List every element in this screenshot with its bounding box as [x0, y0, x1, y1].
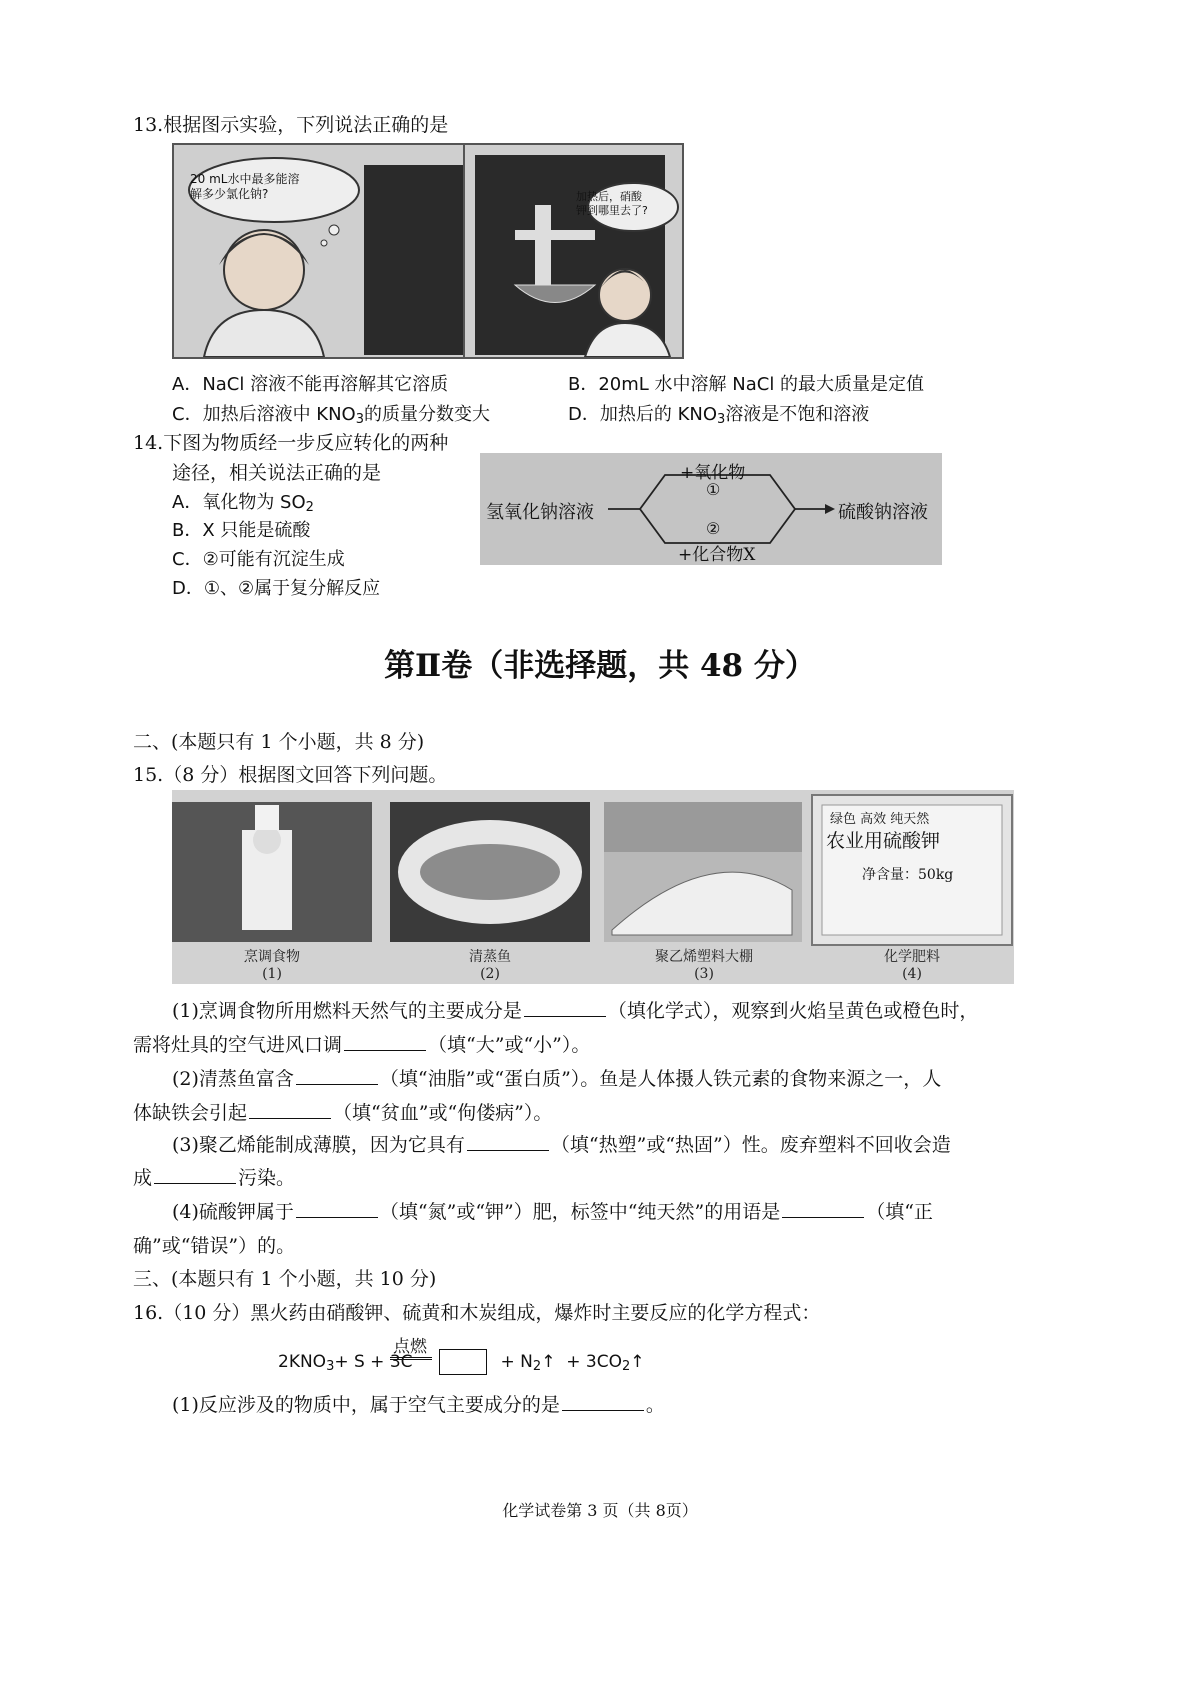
q14-stem-line1: 14.下图为物质经一步反应转化的两种 — [133, 432, 449, 454]
section2-header: 二、(本题只有 1 个小题，共 8 分) — [133, 731, 425, 753]
q13-option-b: B．20mL 水中溶解 NaCl 的最大质量是定值 — [568, 374, 925, 395]
q13-figure-right — [463, 143, 684, 359]
q14-option-a: A．氧化物为 $SO_2$ — [172, 492, 314, 515]
q15-1-line2: 需将灶具的空气进风口调 （填“大”或“小”）。 — [133, 1034, 591, 1056]
q13-bubble-left: 20 mL水中最多能溶解多少氯化钠? — [190, 172, 300, 201]
q15-3-line2: 成 污染。 — [133, 1167, 296, 1189]
q13-option-d: D．加热后的 $KNO_3$溶液是不饱和溶液 — [568, 404, 870, 427]
q13-option-c: C．加热后溶液中 $KNO_3$的质量分数变大 — [172, 404, 491, 427]
section3-header: 三、(本题只有 1 个小题，共 10 分) — [133, 1268, 437, 1290]
photo-caption-4: 化学肥料 (4) — [884, 949, 940, 982]
up-arrow-icon: ↑ — [630, 1352, 645, 1372]
q14-left-label: 氢氧化钠溶液 — [486, 502, 594, 523]
photo-caption-2: 清蒸鱼 (2) — [469, 949, 511, 982]
answer-blank[interactable] — [467, 1132, 549, 1151]
q14-bottom-num: ② — [706, 519, 721, 538]
up-arrow-icon: ↑ — [541, 1352, 556, 1372]
q14-top-label: +氧化物 — [680, 463, 746, 483]
q14-option-b: B．X 只能是硫酸 — [172, 520, 311, 541]
answer-blank[interactable] — [296, 1199, 378, 1218]
q15-2-line1: (2)清蒸鱼富含 （填“油脂”或“蛋白质”）。鱼是人体摄人铁元素的食物来源之一，人 — [172, 1068, 942, 1090]
q14-option-c: C．②可能有沉淀生成 — [172, 549, 345, 570]
photo-caption-3: 聚乙烯塑料大棚 (3) — [655, 949, 753, 982]
answer-blank[interactable] — [782, 1199, 864, 1218]
answer-blank[interactable] — [344, 1032, 426, 1051]
q14-right-label: 硫酸钠溶液 — [838, 502, 928, 523]
equation-blank-box[interactable] — [439, 1349, 487, 1375]
q16-1: (1)反应涉及的物质中，属于空气主要成分的是 。 — [172, 1394, 665, 1416]
bag-weight: 净含量：50kg — [862, 867, 954, 883]
q15-4-line1: (4)硫酸钾属于 （填“氮”或“钾”）肥，标签中“纯天然”的用语是 （填“正 — [172, 1201, 933, 1223]
bag-line2: 农业用硫酸钾 — [826, 830, 941, 852]
q13-bubble-right: 加热后，硝酸钾到哪里去了? — [576, 190, 648, 217]
q15-2-line2: 体缺铁会引起 （填“贫血”或“佝偻病”）。 — [133, 1102, 553, 1124]
answer-blank[interactable] — [154, 1165, 236, 1184]
bag-line1: 绿色 高效 纯天然 — [830, 812, 930, 827]
q14-option-d: D．①、②属于复分解反应 — [172, 578, 381, 599]
answer-blank[interactable] — [524, 998, 606, 1017]
q14-stem-line2: 途径，相关说法正确的是 — [172, 462, 382, 484]
q15-3-line1: (3)聚乙烯能制成薄膜，因为它具有 （填“热塑”或“热固”）性。废弃塑料不回收会造 — [172, 1134, 951, 1156]
q13-stem: 13.根据图示实验，下列说法正确的是 — [133, 114, 449, 136]
q14-top-num: ① — [706, 480, 721, 499]
q16-stem: 16.（10 分）黑火药由硝酸钾、硫黄和木炭组成，爆炸时主要反应的化学方程式： — [133, 1302, 821, 1324]
answer-blank[interactable] — [249, 1100, 331, 1119]
answer-blank[interactable] — [562, 1392, 644, 1411]
q15-stem: 15.（8 分）根据图文回答下列问题。 — [133, 764, 448, 786]
q15-4-line2: 确”或“错误”）的。 — [133, 1235, 296, 1257]
equation-condition: 点燃 — [393, 1337, 427, 1357]
page-footer: 化学试卷第 3 页（共 8页） — [502, 1501, 698, 1520]
q13-option-a: A．NaCl 溶液不能再溶解其它溶质 — [172, 374, 449, 395]
answer-blank[interactable] — [296, 1066, 378, 1085]
q14-bottom-label: +化合物X — [678, 545, 756, 565]
section-title: 第Ⅱ卷（非选择题，共 48 分） — [384, 648, 816, 684]
equation: $2KNO_3+ S + 3C$ + $N_2↑$ + $3CO_2↑$ — [278, 1349, 645, 1375]
q15-1-line1: (1)烹调食物所用燃料天然气的主要成分是 （填化学式），观察到火焰呈黄色或橙色时， — [172, 1000, 979, 1022]
photo-caption-1: 烹调食物 (1) — [244, 949, 300, 982]
